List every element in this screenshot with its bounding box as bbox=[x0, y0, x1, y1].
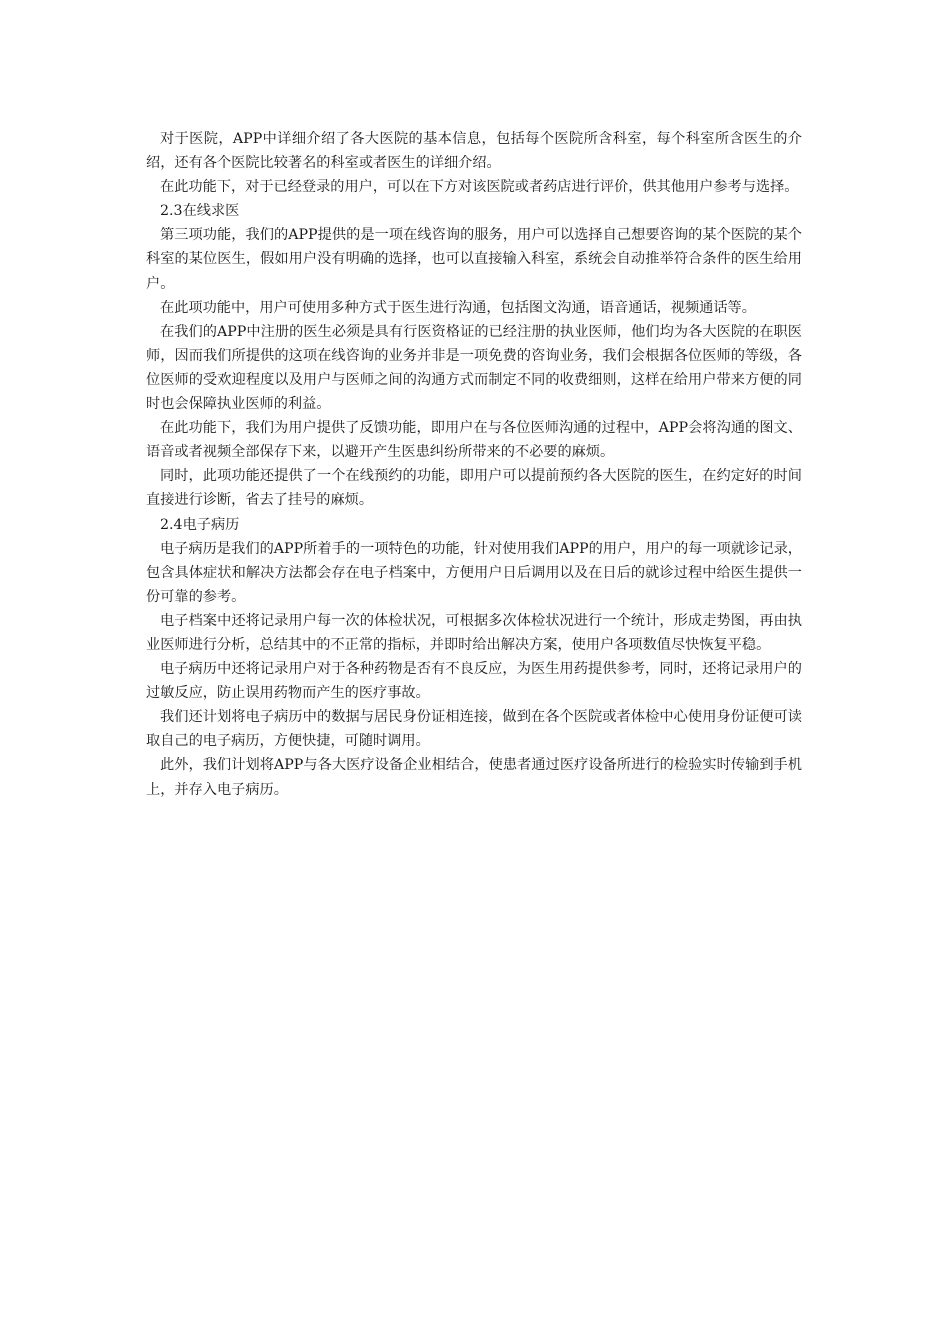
paragraph-electronic-record-intro: 电子病历是我们的APP所着手的一项特色的功能，针对使用我们APP的用户，用户的每一项就诊记录，包含具体症状和解决方法都会存在电子档案中，方便用户日后调用以及在日后的就诊过程中给医生提供一份可靠的参考。 bbox=[146, 540, 802, 605]
paragraph-registered-doctors: 在我们的APP中注册的医生必须是具有行医资格证的已经注册的执业医师，他们均为各大医院的在职医师，因而我们所提供的这项在线咨询的业务并非是一项免费的咨询业务，我们会根据各位医师的等级，各位医师的受欢迎程度以及用户与医师之间的沟通方式而制定不同的收费细则，这样在给用户带来方便的同时也会保障执业医师的利益。 bbox=[146, 323, 802, 413]
paragraph-id-card-link: 我们还计划将电子病历中的数据与居民身份证相连接，做到在各个医院或者体检中心使用身份证便可读取自己的电子病历，方便快捷，可随时调用。 bbox=[146, 709, 802, 750]
section-heading-online-consult: 2.3在线求医 bbox=[160, 203, 240, 220]
paragraph-online-consult-intro: 第三项功能，我们的APP提供的是一项在线咨询的服务，用户可以选择自己想要咨询的某个医院的某个科室的某位医生，假如用户没有明确的选择，也可以直接输入科室，系统会自动推举符合条件的医生给用户。 bbox=[146, 227, 802, 292]
paragraph-feedback: 在此功能下，我们为用户提供了反馈功能，即用户在与各位医师沟通的过程中，APP会将沟通的图文、语音或者视频全部保存下来，以避开产生医患纠纷所带来的不必要的麻烦。 bbox=[146, 420, 802, 461]
section-heading-electronic-record: 2.4电子病历 bbox=[160, 516, 240, 533]
paragraph-hospital-info: 对于医院，APP中详细介绍了各大医院的基本信息，包括每个医院所含科室，每个科室所含医生的介绍，还有各个医院比较著名的科室或者医生的详细介绍。 bbox=[146, 131, 802, 172]
document-body bbox=[146, 127, 802, 802]
paragraph-drug-reactions: 电子病历中还将记录用户对于各种药物是否有不良反应，为医生用药提供参考，同时，还将记录用户的过敏反应，防止误用药物而产生的医疗事故。 bbox=[146, 661, 802, 702]
paragraph-communication-methods: 在此项功能中，用户可使用多种方式于医生进行沟通，包括图文沟通，语音通话，视频通话等。 bbox=[160, 299, 756, 316]
paragraph-device-integration: 此外，我们计划将APP与各大医疗设备企业相结合，使患者通过医疗设备所进行的检验实时传输到手机上，并存入电子病历。 bbox=[146, 757, 802, 798]
paragraph-checkup-records: 电子档案中还将记录用户每一次的体检状况，可根据多次体检状况进行一个统计，形成走势图，再由执业医师进行分析，总结其中的不正常的指标，并即时给出解决方案，使用户各项数值尽快恢复平稳。 bbox=[146, 612, 802, 653]
paragraph-hospital-review: 在此功能下，对于已经登录的用户，可以在下方对该医院或者药店进行评价，供其他用户参考与选择。 bbox=[160, 179, 799, 196]
paragraph-online-appointment: 同时，此项功能还提供了一个在线预约的功能，即用户可以提前预约各大医院的医生，在约定好的时间直接进行诊断，省去了挂号的麻烦。 bbox=[146, 468, 802, 509]
